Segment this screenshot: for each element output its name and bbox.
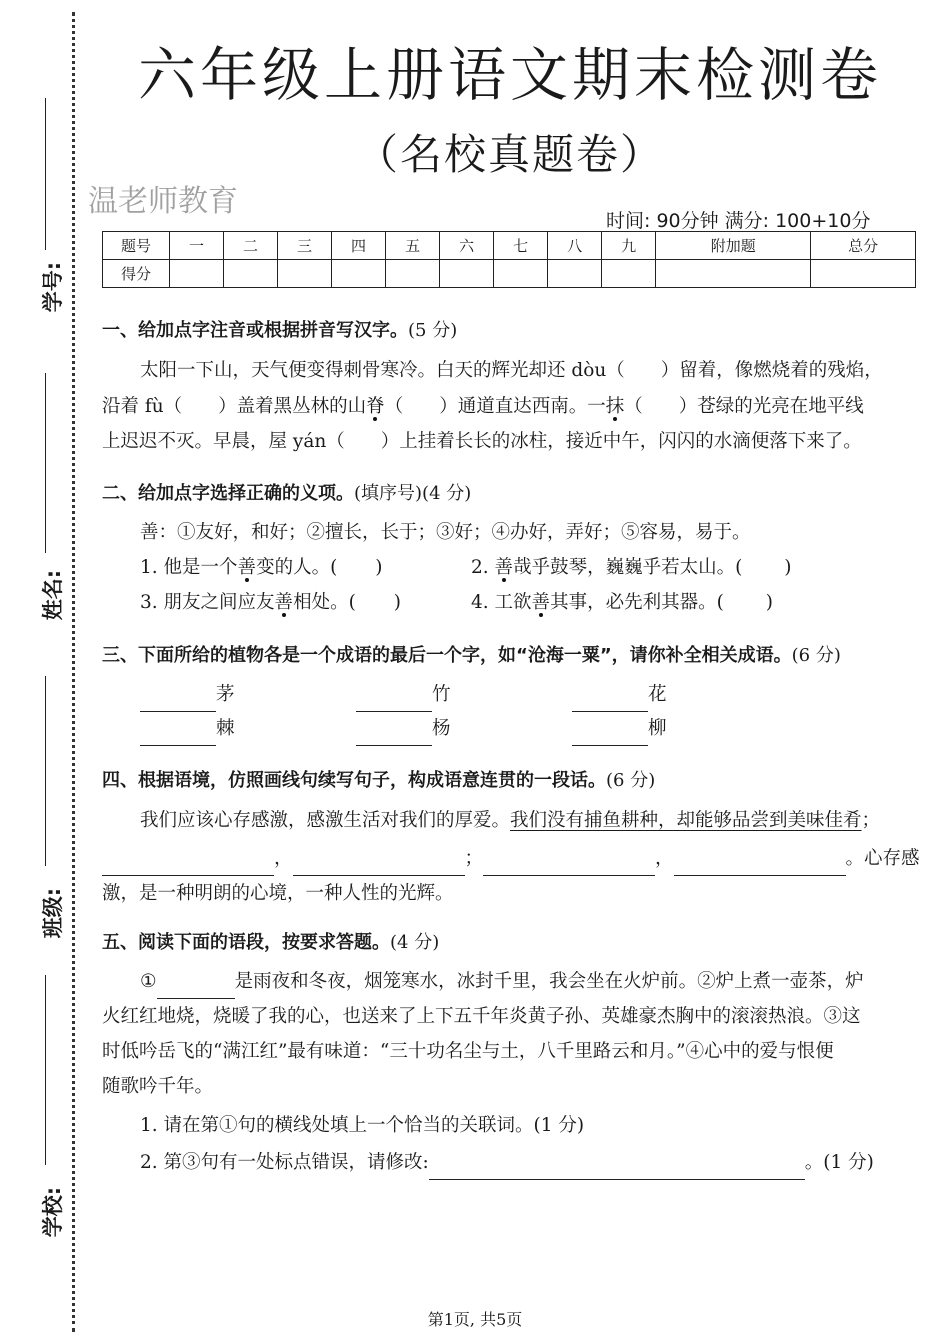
score-cell[interactable] bbox=[224, 260, 278, 288]
idiom-char: 柳 bbox=[648, 718, 667, 739]
table-header-cell: 九 bbox=[602, 232, 656, 260]
q2-points: (填序号)(4 分) bbox=[354, 483, 472, 504]
q5-text: 2. 第③句有一处标点错误，请修改: bbox=[140, 1152, 429, 1173]
dotted-char: 抹 bbox=[605, 396, 625, 417]
page-number: 第1页, 共5页 bbox=[427, 1310, 523, 1329]
exam-subtitle: （名校真题卷） bbox=[355, 130, 664, 179]
q4-line-1 bbox=[140, 803, 880, 838]
school-label: 学校: bbox=[41, 1186, 65, 1238]
q2-text: ) bbox=[375, 557, 383, 578]
table-header-cell: 四 bbox=[332, 232, 386, 260]
q4-points: (6 分) bbox=[606, 770, 656, 791]
q4-heading-text: 四、根据语境，仿照画线句续写句子，构成语意连贯的一段话。 bbox=[102, 770, 606, 791]
q4-text: ； bbox=[861, 810, 881, 831]
score-cell[interactable] bbox=[494, 260, 548, 288]
q3-row-1b bbox=[356, 677, 451, 712]
dotted-char: 善 bbox=[531, 592, 551, 613]
q1-heading-text: 一、给加点字注音或根据拼音写汉字。 bbox=[102, 320, 408, 341]
class-line[interactable] bbox=[45, 676, 46, 866]
school-line[interactable] bbox=[45, 975, 46, 1165]
q4-heading bbox=[102, 766, 655, 792]
q1-line-2 bbox=[102, 389, 864, 424]
q1-line-1 bbox=[140, 353, 883, 388]
correction-blank[interactable] bbox=[429, 1159, 805, 1180]
q2-text: 2. bbox=[471, 557, 489, 578]
q5-sub-1: 1. 请在第①句的横线处填上一个恰当的关联词。(1 分) bbox=[140, 1115, 585, 1136]
q3-row-2b bbox=[356, 711, 451, 746]
q5-text: ① bbox=[140, 971, 157, 992]
idiom-char: 竹 bbox=[432, 684, 451, 705]
q4-text: ， bbox=[655, 848, 674, 869]
score-cell[interactable] bbox=[332, 260, 386, 288]
q4-line-3: 激，是一种明朗的心境，一种人性的光辉。 bbox=[102, 883, 454, 904]
sentence-blank[interactable] bbox=[293, 855, 465, 876]
q1-text: ）盖着黑丛林的山 bbox=[218, 396, 367, 417]
name-label: 姓名: bbox=[41, 569, 65, 621]
idiom-blank[interactable] bbox=[140, 725, 216, 746]
score-cell[interactable] bbox=[602, 260, 656, 288]
q5-points: (4 分) bbox=[390, 932, 440, 953]
q1-points: (5 分) bbox=[408, 320, 458, 341]
q2-text: 3. 朋友之间应友 bbox=[140, 592, 275, 613]
score-table bbox=[102, 231, 916, 288]
q5-line-1 bbox=[140, 964, 864, 999]
name-line[interactable] bbox=[45, 373, 46, 553]
q2-text: ) bbox=[784, 557, 792, 578]
idiom-char: 茅 bbox=[216, 684, 235, 705]
q5-line-3: 时低吟岳飞的“满江红”最有味道：“三十功名尘与土，八千里路云和月。”④心中的爱与恨便 bbox=[102, 1041, 834, 1062]
q1-text: 沿着 fù（ bbox=[102, 396, 183, 417]
q3-heading bbox=[102, 641, 841, 667]
q5-line-2: 火红红地烧，烧暖了我的心，也送来了上下五千年炎黄子孙、英雄豪杰胸中的滚滚热浪。③这 bbox=[102, 1006, 861, 1027]
sentence-blank[interactable] bbox=[674, 855, 846, 876]
q5-heading-text: 五、阅读下面的语段，按要求答题。 bbox=[102, 932, 390, 953]
dotted-char: 善 bbox=[494, 557, 514, 578]
q5-line-4: 随歌吟千年。 bbox=[102, 1076, 214, 1097]
table-header-cell: 二 bbox=[224, 232, 278, 260]
sentence-blank[interactable] bbox=[483, 855, 655, 876]
student-id-line[interactable] bbox=[45, 98, 46, 250]
score-table-score-row bbox=[103, 260, 916, 288]
q3-row-1 bbox=[140, 677, 235, 712]
q5-text: 是雨夜和冬夜，烟笼寒水，冰封千里，我会坐在火炉前。②炉上煮一壶茶，炉 bbox=[234, 971, 864, 992]
q2-text: 其事，必先利其器。( bbox=[550, 592, 724, 613]
idiom-blank[interactable] bbox=[356, 691, 432, 712]
score-cell[interactable] bbox=[811, 260, 916, 288]
q5-text: 。(1 分) bbox=[804, 1152, 874, 1173]
table-header-cell: 题号 bbox=[103, 232, 170, 260]
q1-text: ）上挂着长长的冰柱，接近中午，闪闪的水滴便落下来了。 bbox=[380, 431, 862, 452]
q2-heading bbox=[102, 479, 471, 505]
class-label: 班级: bbox=[41, 887, 65, 939]
q3-heading-text: 三、下面所给的植物各是一个成语的最后一个字，如“沧海一粟”，请你补全相关成语。 bbox=[102, 645, 792, 666]
q2-text: 哉乎鼓琴，巍巍乎若太山。( bbox=[513, 557, 743, 578]
q2-text: ) bbox=[765, 592, 773, 613]
table-header-cell: 一 bbox=[170, 232, 224, 260]
table-header-cell: 附加题 bbox=[656, 232, 811, 260]
q4-text: 。心存感 bbox=[845, 848, 920, 869]
q1-line-3 bbox=[102, 424, 862, 459]
idiom-blank[interactable] bbox=[140, 691, 216, 712]
idiom-char: 杨 bbox=[432, 718, 451, 739]
dotted-char: 善 bbox=[274, 592, 294, 613]
q3-points: (6 分) bbox=[791, 645, 841, 666]
q1-text: （ bbox=[384, 396, 404, 417]
q1-text: （ bbox=[624, 396, 643, 417]
score-cell[interactable] bbox=[548, 260, 602, 288]
conjunction-blank[interactable] bbox=[157, 978, 235, 999]
score-cell[interactable] bbox=[656, 260, 811, 288]
q2-text: 相处。( bbox=[293, 592, 356, 613]
table-header-cell: 三 bbox=[278, 232, 332, 260]
score-cell[interactable] bbox=[170, 260, 224, 288]
dotted-char: 脊 bbox=[366, 396, 385, 417]
sentence-blank[interactable] bbox=[102, 855, 274, 876]
q1-text: 太阳一下山，天气便变得刺骨寒冷。白天的辉光却还 dòu（ bbox=[140, 360, 625, 381]
q3-row-1c bbox=[572, 677, 667, 712]
table-header-cell: 六 bbox=[440, 232, 494, 260]
q2-item-2 bbox=[471, 550, 792, 585]
q2-text: 4. 工欲 bbox=[471, 592, 532, 613]
q4-underlined-sentence: 我们没有捕鱼耕种，却能够品尝到美味佳肴 bbox=[510, 810, 862, 831]
q1-text: 上迟迟不灭。早晨，屋 yán（ bbox=[102, 431, 345, 452]
q4-line-2 bbox=[102, 841, 920, 876]
q2-text: ) bbox=[393, 592, 401, 613]
q5-heading bbox=[102, 928, 439, 954]
q4-text: 我们应该心存感激，感激生活对我们的厚爱。 bbox=[140, 810, 511, 831]
idiom-blank[interactable] bbox=[356, 725, 432, 746]
idiom-char: 花 bbox=[648, 684, 667, 705]
q1-text: ）通道直达西南。一 bbox=[439, 396, 606, 417]
idiom-blank[interactable] bbox=[572, 725, 648, 746]
table-header-cell: 八 bbox=[548, 232, 602, 260]
q3-row-2c bbox=[572, 711, 667, 746]
score-cell[interactable] bbox=[386, 260, 440, 288]
q2-item-3 bbox=[140, 585, 401, 620]
q2-text: 变的人。( bbox=[256, 557, 338, 578]
exam-title: 六年级上册语文期末检测卷 bbox=[137, 41, 882, 109]
q1-text: ）留着，像燃烧着的残焰， bbox=[660, 360, 883, 381]
q5-sub-2 bbox=[140, 1145, 874, 1180]
q2-options: 善：①友好，和好；②擅长，长于；③好；④办好，弄好；⑤容易，易于。 bbox=[140, 522, 751, 543]
score-cell[interactable] bbox=[278, 260, 332, 288]
student-id-label: 学号: bbox=[41, 261, 65, 313]
table-header-cell: 总分 bbox=[811, 232, 916, 260]
dotted-char: 善 bbox=[237, 557, 257, 578]
score-cell[interactable] bbox=[440, 260, 494, 288]
watermark: 温老师教育 bbox=[88, 184, 238, 219]
q1-text: ）苍绿的光亮在地平线 bbox=[678, 396, 864, 417]
score-table-header-row bbox=[103, 232, 916, 260]
q2-text: 1. 他是一个 bbox=[140, 557, 238, 578]
q1-heading bbox=[102, 316, 457, 342]
q2-item-1 bbox=[140, 550, 383, 585]
q2-item-4 bbox=[471, 585, 773, 620]
idiom-char: 棘 bbox=[216, 718, 235, 739]
q4-text: ； bbox=[464, 848, 484, 869]
table-header-cell: 七 bbox=[494, 232, 548, 260]
cut-line bbox=[72, 12, 75, 1332]
row-label-cell: 得分 bbox=[103, 260, 170, 288]
time-score-info: 时间: 90分钟 满分: 100+10分 bbox=[606, 210, 871, 232]
q2-heading-text: 二、给加点字选择正确的义项。 bbox=[102, 483, 354, 504]
table-header-cell: 五 bbox=[386, 232, 440, 260]
q4-text: ， bbox=[274, 848, 293, 869]
q3-row-2 bbox=[140, 711, 235, 746]
idiom-blank[interactable] bbox=[572, 691, 648, 712]
